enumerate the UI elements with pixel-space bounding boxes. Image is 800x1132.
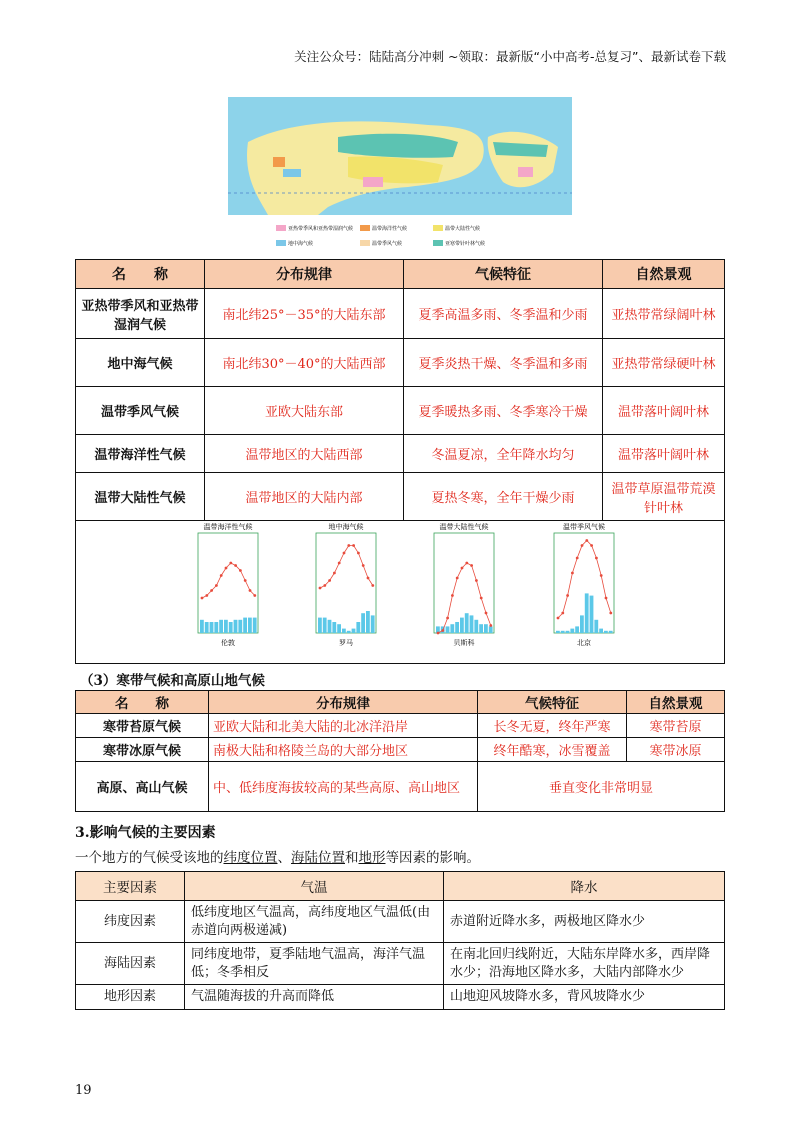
precip-bar bbox=[342, 629, 346, 633]
row-dist: 温带地区的大陆西部 bbox=[205, 435, 404, 473]
precip-bar bbox=[580, 615, 584, 633]
factors-table bbox=[75, 871, 725, 1010]
row-name: 温带季风气候 bbox=[76, 387, 205, 435]
factor-precip: 山地迎风坡降水多，背风坡降水少 bbox=[444, 985, 725, 1010]
precip-bar bbox=[205, 622, 209, 633]
row-name: 温带大陆性气候 bbox=[76, 473, 205, 521]
precip-bar bbox=[585, 593, 589, 633]
row-dist: 南极大陆和格陵兰岛的大部分地区 bbox=[209, 738, 478, 762]
row-feat: 终年酷寒，冰雪覆盖 bbox=[478, 738, 627, 762]
precip-bar bbox=[248, 618, 252, 633]
precip-bar bbox=[460, 618, 464, 633]
precip-bar bbox=[323, 618, 327, 633]
factor-name: 海陆因素 bbox=[76, 943, 185, 985]
precip-bar bbox=[570, 629, 574, 633]
svg-text:亚热带季风和亚热带湿润气候: 亚热带季风和亚热带湿润气候 bbox=[288, 226, 354, 232]
precip-bar bbox=[465, 613, 469, 633]
factor-precip: 在南北回归线附近，大陆东岸降水多，西岸降水少；沿海地区降水多，大陆内部降水少 bbox=[444, 943, 725, 985]
header-factor: 主要因素 bbox=[76, 872, 185, 901]
chart-title: 地中海气候 bbox=[328, 523, 364, 531]
precip-bar bbox=[561, 631, 565, 633]
row-dist: 温带地区的大陆内部 bbox=[205, 473, 404, 521]
intro-underlined: 海陆位置 bbox=[291, 850, 345, 866]
climate-chart bbox=[198, 522, 258, 647]
precip-bar bbox=[318, 618, 322, 633]
chart-title: 温带大陆性气候 bbox=[439, 523, 489, 531]
row-name: 温带海洋性气候 bbox=[76, 435, 205, 473]
row-feat: 夏季暖热多雨、冬季寒冷干燥 bbox=[404, 387, 603, 435]
climate-chart bbox=[316, 522, 376, 647]
precip-bar bbox=[356, 622, 360, 633]
precip-bar bbox=[446, 626, 450, 633]
precip-bar bbox=[200, 620, 204, 633]
precip-bar bbox=[489, 626, 493, 633]
svg-text:温带大陆性气候: 温带大陆性气候 bbox=[445, 226, 481, 232]
precip-bar bbox=[219, 620, 223, 633]
factor-temp: 低纬度地区气温高，高纬度地区气温低(由赤道向两极递减) bbox=[185, 901, 444, 943]
intro-part: 、 bbox=[277, 850, 291, 866]
svg-text:地中海气候: 地中海气候 bbox=[288, 241, 314, 247]
precip-bar bbox=[371, 615, 375, 633]
header-land: 自然景观 bbox=[603, 260, 725, 289]
intro-part: 一个地方的气候受该地的 bbox=[75, 850, 224, 866]
temp-line bbox=[558, 541, 611, 619]
precip-bar bbox=[337, 624, 341, 633]
precip-bar bbox=[604, 631, 608, 633]
chart-title: 温带季风气候 bbox=[563, 523, 605, 531]
intro-text bbox=[75, 846, 480, 866]
climate-charts bbox=[80, 521, 720, 659]
row-land: 寒带苔原 bbox=[627, 714, 725, 738]
chart-frame bbox=[554, 533, 614, 633]
precip-bar bbox=[470, 615, 474, 633]
precip-bar bbox=[609, 631, 613, 633]
row-dist: 亚欧大陆和北美大陆的北冰洋沿岸 bbox=[209, 714, 478, 738]
precip-bar bbox=[210, 622, 214, 633]
precip-bar bbox=[332, 622, 336, 633]
temp-line bbox=[202, 563, 255, 598]
header-feat: 气候特征 bbox=[478, 691, 627, 714]
climate-charts-cell bbox=[76, 521, 725, 664]
row-feat: 夏热冬寒，全年干燥少雨 bbox=[404, 473, 603, 521]
climate-table-temperate bbox=[75, 259, 725, 664]
chart-city: 伦敦 bbox=[221, 639, 235, 647]
row-name: 亚热带季风和亚热带湿润气候 bbox=[76, 289, 205, 339]
precip-bar bbox=[347, 631, 351, 633]
row-land: 温带落叶阔叶林 bbox=[603, 435, 725, 473]
precip-bar bbox=[243, 618, 247, 633]
row-land: 温带草原温带荒漠针叶林 bbox=[603, 473, 725, 521]
precip-bar bbox=[366, 611, 370, 633]
precip-bar bbox=[484, 624, 488, 633]
precip-bar bbox=[566, 631, 570, 633]
precip-bar bbox=[575, 626, 579, 633]
intro-underlined: 地形 bbox=[358, 850, 386, 866]
precip-bar bbox=[224, 620, 228, 633]
precip-bar bbox=[234, 620, 238, 633]
precip-bar bbox=[352, 629, 356, 633]
header-land: 自然景观 bbox=[627, 691, 725, 714]
precip-bar bbox=[450, 624, 454, 633]
precip-bar bbox=[328, 620, 332, 633]
intro-part: 等因素的影响。 bbox=[385, 850, 480, 866]
row-land: 亚热带常绿阔叶林 bbox=[603, 289, 725, 339]
row-feat: 夏季炎热干燥、冬季温和多雨 bbox=[404, 339, 603, 387]
svg-text:亚寒带针叶林气候: 亚寒带针叶林气候 bbox=[445, 241, 486, 247]
intro-part: 和 bbox=[345, 850, 359, 866]
precip-bar bbox=[214, 622, 218, 633]
climate-map bbox=[228, 97, 572, 255]
row-feat: 垂直变化非常明显 bbox=[478, 762, 725, 812]
precip-bar bbox=[253, 618, 257, 633]
temp-line bbox=[320, 546, 373, 589]
factor-precip: 赤道附近降水多，两极地区降水少 bbox=[444, 901, 725, 943]
chart-city: 罗马 bbox=[339, 639, 353, 647]
row-feat: 夏季高温多雨、冬季温和少雨 bbox=[404, 289, 603, 339]
row-dist: 南北纬30°－40°的大陆西部 bbox=[205, 339, 404, 387]
row-land: 温带落叶阔叶林 bbox=[603, 387, 725, 435]
factor-temp: 气温随海拔的升高而降低 bbox=[185, 985, 444, 1010]
climate-chart bbox=[554, 522, 614, 647]
factor-name: 纬度因素 bbox=[76, 901, 185, 943]
precip-bar bbox=[479, 624, 483, 633]
chart-title: 温带海洋性气候 bbox=[203, 523, 253, 531]
precip-bar bbox=[238, 620, 242, 633]
svg-text:温带季风气候: 温带季风气候 bbox=[372, 241, 403, 247]
precip-bar bbox=[474, 620, 478, 633]
header-name: 名 称 bbox=[76, 691, 209, 714]
section-heading: 3.影响气候的主要因素 bbox=[75, 825, 216, 841]
row-land: 亚热带常绿硬叶林 bbox=[603, 339, 725, 387]
row-feat: 长冬无夏，终年严寒 bbox=[478, 714, 627, 738]
header-dist: 分布规律 bbox=[209, 691, 478, 714]
row-name: 寒带冰原气候 bbox=[76, 738, 209, 762]
chart-frame bbox=[434, 533, 494, 633]
row-feat: 冬温夏凉，全年降水均匀 bbox=[404, 435, 603, 473]
chart-city: 贝斯科 bbox=[453, 639, 475, 647]
header-feat: 气候特征 bbox=[404, 260, 603, 289]
row-name: 地中海气候 bbox=[76, 339, 205, 387]
header-name: 名 称 bbox=[76, 260, 205, 289]
precip-bar bbox=[361, 613, 365, 633]
header-precip: 降水 bbox=[444, 872, 725, 901]
row-name: 寒带苔原气候 bbox=[76, 714, 209, 738]
row-land: 寒带冰原 bbox=[627, 738, 725, 762]
header-temp: 气温 bbox=[185, 872, 444, 901]
intro-underlined: 纬度位置 bbox=[223, 850, 278, 866]
precip-bar bbox=[599, 629, 603, 633]
row-dist: 亚欧大陆东部 bbox=[205, 387, 404, 435]
page-header: 关注公众号：陆陆高分冲刺 ~领取：最新版“小中高考-总复习”、最新试卷下载 bbox=[294, 49, 726, 64]
precip-bar bbox=[590, 596, 594, 633]
precip-bar bbox=[556, 631, 560, 633]
precip-bar bbox=[229, 622, 233, 633]
row-dist: 南北纬25°－35°的大陆东部 bbox=[205, 289, 404, 339]
svg-text:温带海洋性气候: 温带海洋性气候 bbox=[372, 226, 408, 232]
precip-bar bbox=[594, 620, 598, 633]
factor-temp: 同纬度地带，夏季陆地气温高，海洋气温低；冬季相反 bbox=[185, 943, 444, 985]
temp-line bbox=[438, 563, 491, 633]
page-number: 19 bbox=[75, 1083, 92, 1098]
chart-city: 北京 bbox=[577, 639, 591, 647]
climate-chart bbox=[434, 522, 494, 647]
header-dist: 分布规律 bbox=[205, 260, 404, 289]
row-dist: 中、低纬度海拔较高的某些高原、高山地区 bbox=[209, 762, 478, 812]
row-name: 高原、高山气候 bbox=[76, 762, 209, 812]
section-3-subtitle: （3）寒带气候和高原山地气候 bbox=[80, 673, 265, 689]
factor-name: 地形因素 bbox=[76, 985, 185, 1010]
precip-bar bbox=[455, 622, 459, 633]
climate-table-cold bbox=[75, 690, 725, 812]
